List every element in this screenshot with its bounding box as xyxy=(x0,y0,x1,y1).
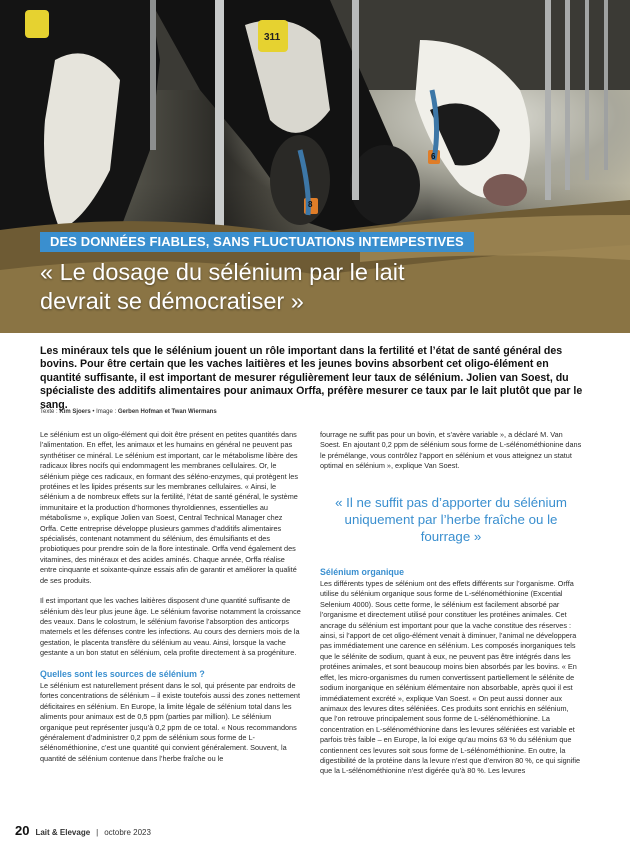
article-kicker: DES DONNÉES FIABLES, SANS FLUCTUATIONS INTEMPESTIVES xyxy=(40,232,474,252)
credits-image-label: • Image : xyxy=(90,409,118,415)
article-headline: « Le dosage du sélénium par le lait devrait se démocratiser » xyxy=(40,259,405,314)
magazine-name: Lait & Elevage xyxy=(35,828,91,837)
ear-tag-label: 8 xyxy=(308,200,313,209)
article-column-left xyxy=(40,430,302,774)
credits-text-author: Kim Sjoers xyxy=(59,409,91,415)
article-column-right xyxy=(320,430,582,787)
article-intro: Les minéraux tels que le sélénium jouent un rôle important dans la fertilité et l’état de santé général des bovins. Pour être certain que les vaches laitières et les jeunes bovins absorbent cet oligo-élément en quantité suffisante, il est important de mesurer régulièrement leur taux de sélénium. Jolien van Soest, du spécialiste des additifs alimentaires pour animaux Orffa, préfère mesurer ce taux par le lait plutôt que par le sang. xyxy=(40,345,583,411)
ear-tag-label: 6 xyxy=(431,152,436,161)
section-heading: Quelles sont les sources de sélénium ? xyxy=(40,668,205,679)
page-number: 20 xyxy=(15,823,30,838)
credits-text-label: Texte : xyxy=(40,409,60,415)
body-paragraph: Le sélénium est naturellement présent dans le sol, qui présente par endroits de fortes concentrations de sélénium – il existe toutefois aussi des zones nettement déficitaires en sélénium. En Europe, la limite légale de sélénium total dans les aliments pour animaux est de 0,5 ppm (parties par million). Le sélénium organique peut représenter jusqu’à 0,2 ppm de ce total. « Nous recommandons généralement d’administrer 0,2 ppm de sélénium sous forme de L-sélénométhionine, c’est une quantité qui convient généralement. Souvent, la quantité de sélénium contenue dans l’herbe fraîche ou le xyxy=(40,680,300,763)
page-footer xyxy=(15,823,151,838)
body-paragraph: Le sélénium est un oligo-élément qui doit être présent en petites quantités dans l’alimentation. En effet, les animaux et les humains en général ne peuvent pas synthétiser ce minéral. Le sélénium est important, car le métabolisme libère des radicaux libres nocifs qui endommagent les membranes cellulaires. Or, le sélénium piège ces radicaux, en formant des séléno-enzymes, qui protègent les protéines et les lipides présents sur les membranes cellulaires. « Ainsi, le sélénium a de nombreux effets sur la fertilité, l’état de santé général, le système immunitaire et la production d’hormones thyroïdiennes, essentielles au métabolisme », explique Jolien van Soest, Central Technical Manager chez Orffa. Cette entreprise développe plusieurs gammes d’additifs alimentaires spécialisés, contenant notamment du sélénium, des émulsifiants et des probiotiques pour prendre soin de la flore intestinale. Orffa vend également des vitamines, des minéraux et des acides aminés. Chaque année, Orffa réalise entre cinquante et soixante-quinze essais afin de garantir et améliorer la qualité de ses produits. xyxy=(40,430,298,585)
body-paragraph: Il est important que les vaches laitières disposent d’une quantité suffisante de sélénium dès leur plus jeune âge. Le sélénium favorise notamment la croissance des veaux. Dans le colostrum, le sélénium favorise l’absorption des anticorps maternels et les défenses contre les infections. Au cours des derniers mois de la gestation, le placenta transfère du sélénium au veau. Ainsi, lorsque la vache gestante a un bon statut en sélénium, cela profite directement à sa progéniture. xyxy=(40,596,301,658)
section-heading: Sélénium organique xyxy=(320,566,405,577)
article-credits xyxy=(40,409,217,415)
pull-quote: « Il ne suffit pas d’apporter du sélénium uniquement par l’herbe fraîche ou le fourrage » xyxy=(335,494,567,544)
body-paragraph: Les différents types de sélénium ont des effets différents sur l’organisme. Orffa utilise du sélénium organique sous forme de L-sélénométhionine (Excential Selenium 4000). Sous cette forme, le sélénium est facilement absorbé par l’organisme et directement utilisé pour constituer les protéines animales. Cet ancrage du sélénium est important pour que la vache constitue des réserves : ainsi, si l’apport de cet oligo-élément venait à diminuer, l’animal ne développera pas immédiatement une carence en sélénium. Les composés inorganiques tels que le sélénite de sodium, quant à eux, ne peuvent pas être intégrés dans les protéines animales, et sont beaucoup moins bien absorbés par les bovins. « En effet, les micro-organismes du rumen convertissent partiellement le sélénite de sodium inorganique en sélénium élémentaire non absorbable, après quoi il est immédiatement excrété », explique Van Soest. « On peut aussi donner aux animaux des levures dites séléniées. Ces produits sont enrichis en sélénium, que l’on retrouve principalement sous forme de L-sélénométhionine. La concentration en L-sélénométhionine dans les levures séléniées est variable et parfois très faible – en Europe, la loi exige qu’au moins 63 % du sélénium que contiennent ces levures soit sous forme de L-sélénométhionine. En outre, la digestibilité de la protéine dans la levure n’est que d’environ 80 %, ce qui signifie que la L-sélénométhionine n’est digérée qu’à 80 %. Les levures xyxy=(320,579,581,776)
hero-photo xyxy=(0,0,630,333)
ear-tag-label: 311 xyxy=(264,32,281,43)
credits-image-author: Gerben Hofman et Twan Wiermans xyxy=(117,409,217,415)
body-paragraph: fourrage ne suffit pas pour un bovin, et s’avère variable », a déclaré M. Van Soest. En ajoutant 0,2 ppm de sélénium sous forme de L-sélénométhionine dans le prémélange, vous contrôlez l’apport en sélénium et vous atteignez un statut optimal en sélénium », explique Van Soest. xyxy=(320,430,582,471)
footer-separator: | xyxy=(96,828,99,837)
issue-date: octobre 2023 xyxy=(104,828,151,837)
